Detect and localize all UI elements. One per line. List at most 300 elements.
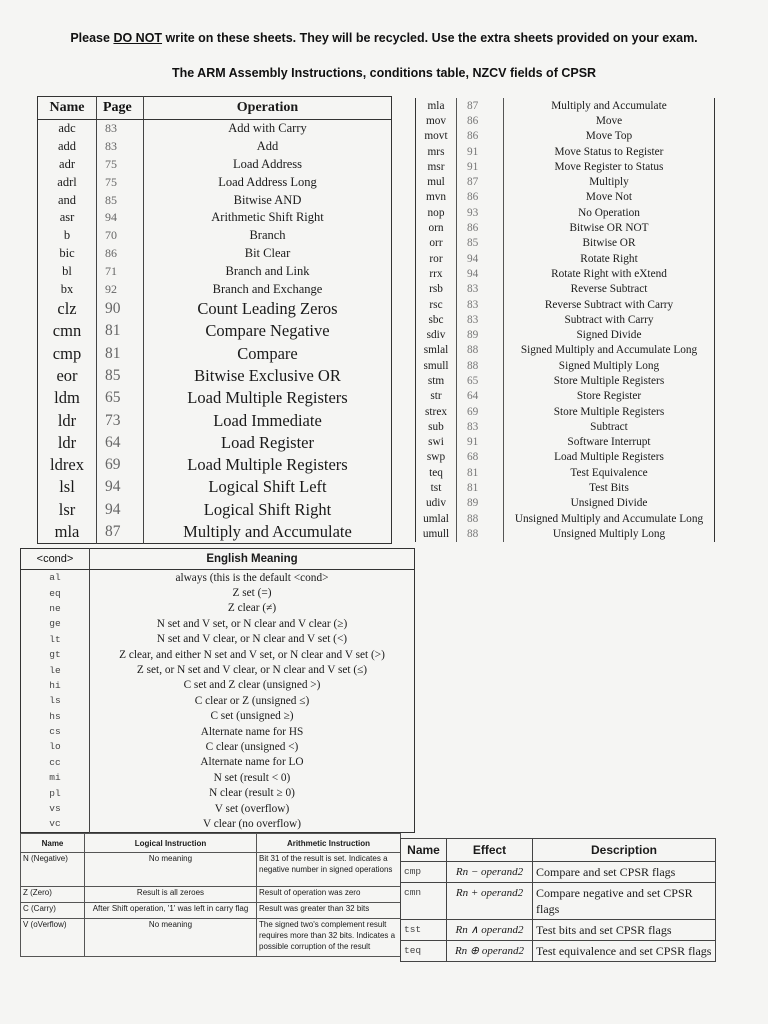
table-row	[416, 435, 715, 450]
condition-code: hs	[21, 709, 90, 724]
flag-name: N (Negative)	[21, 853, 85, 887]
instruction-operation: Branch	[249, 228, 286, 243]
condition-meaning: N set and V clear, or N clear and V set (<)	[156, 633, 348, 646]
instruction-operation: Move	[595, 114, 623, 127]
instruction-operation: Branch and Link	[225, 263, 310, 278]
instruction-operation: Bit Clear	[244, 245, 291, 260]
instruction-name: udiv	[416, 496, 457, 511]
instruction-page: 83	[457, 297, 504, 312]
instruction-page: 73	[97, 409, 144, 431]
table-row	[416, 480, 715, 495]
flag-name: V (oVerflow)	[21, 919, 85, 957]
table-row	[21, 616, 415, 631]
instruction-page: 65	[457, 373, 504, 388]
instruction-page: 64	[457, 389, 504, 404]
condition-table	[20, 548, 415, 833]
warning-notice	[0, 31, 768, 45]
instruction-page: 86	[457, 129, 504, 144]
col-header-name: Name	[38, 97, 97, 120]
warning-emphasis: DO NOT	[113, 31, 163, 45]
instruction-page: 86	[457, 113, 504, 128]
instruction-name: b	[38, 227, 97, 245]
instruction-page: 83	[457, 282, 504, 297]
condition-meaning: V clear (no overflow)	[203, 817, 301, 830]
instruction-page: 81	[97, 320, 144, 342]
condition-meaning: Alternate name for LO	[200, 756, 304, 769]
table-row	[416, 174, 715, 189]
table-row	[416, 465, 715, 480]
instruction-name: mrs	[416, 144, 457, 159]
table-row	[416, 327, 715, 342]
table-row	[21, 853, 401, 887]
compare-instruction-name: teq	[401, 941, 447, 962]
table-row	[38, 173, 392, 191]
condition-meaning: N set and V set, or N clear and V clear (≥)	[156, 617, 348, 630]
condition-code: cc	[21, 755, 90, 770]
instruction-operation: Bitwise Exclusive OR	[194, 366, 341, 385]
instruction-name: bx	[38, 280, 97, 298]
instruction-operation: Software Interrupt	[567, 436, 651, 449]
instruction-name: cmp	[38, 343, 97, 365]
instruction-page: 87	[457, 98, 504, 113]
instruction-page: 88	[457, 526, 504, 541]
condition-meaning: C set and Z clear (unsigned >)	[183, 679, 321, 692]
table-row	[416, 282, 715, 297]
instruction-name: msr	[416, 159, 457, 174]
instruction-operation: Bitwise OR NOT	[569, 222, 649, 235]
instruction-operation: Load Multiple Registers	[187, 455, 348, 475]
instruction-page: 92	[97, 280, 144, 298]
instruction-operation: Rotate Right	[580, 252, 638, 265]
instruction-name: mvn	[416, 190, 457, 205]
instruction-name: rrx	[416, 266, 457, 281]
instruction-name: ldr	[38, 432, 97, 454]
instruction-operation: Add	[256, 139, 279, 154]
compare-effect: Rn ∧ operand2	[447, 920, 533, 941]
table-row	[38, 280, 392, 298]
table-row	[416, 373, 715, 388]
instruction-name: cmn	[38, 320, 97, 342]
instruction-page: 90	[97, 298, 144, 320]
table-row	[416, 205, 715, 220]
condition-code: pl	[21, 785, 90, 800]
instruction-page: 86	[457, 220, 504, 235]
instruction-operation: Add with Carry	[228, 121, 307, 136]
instruction-operation: Bitwise AND	[233, 192, 302, 207]
instruction-operation: Store Multiple Registers	[553, 374, 665, 387]
table-row	[21, 632, 415, 647]
instruction-page: 94	[97, 209, 144, 227]
instruction-operation: Unsigned Multiply and Accumulate Long	[514, 512, 704, 525]
instruction-name: smlal	[416, 343, 457, 358]
instruction-operation: No Operation	[578, 206, 640, 219]
table-row	[21, 709, 415, 724]
instruction-operation: Rotate Right with eXtend	[551, 267, 667, 280]
instruction-name: strex	[416, 404, 457, 419]
instruction-page: 81	[457, 465, 504, 480]
compare-instruction-name: cmn	[401, 883, 447, 920]
table-row	[416, 190, 715, 205]
instruction-page: 83	[457, 419, 504, 434]
table-row	[21, 770, 415, 785]
instruction-name: str	[416, 389, 457, 404]
instruction-name: orr	[416, 236, 457, 251]
instruction-page: 91	[457, 435, 504, 450]
table-row	[416, 236, 715, 251]
instruction-page: 93	[457, 205, 504, 220]
instruction-operation: Count Leading Zeros	[197, 299, 338, 319]
condition-code: lt	[21, 632, 90, 647]
condition-meaning: C clear (unsigned <)	[205, 740, 299, 753]
table-row	[401, 883, 716, 920]
table-row	[38, 120, 392, 138]
instruction-name: umlal	[416, 511, 457, 526]
table-row	[21, 693, 415, 708]
instruction-operation: Reverse Subtract	[570, 283, 648, 296]
instruction-operation: Subtract	[590, 420, 628, 433]
instruction-page: 71	[97, 262, 144, 280]
table-row	[416, 98, 715, 113]
instruction-page: 94	[457, 251, 504, 266]
table-row	[21, 755, 415, 770]
table-row	[21, 816, 415, 832]
instruction-name: lsl	[38, 476, 97, 498]
instruction-page: 88	[457, 358, 504, 373]
instruction-name: umull	[416, 526, 457, 541]
condition-code: cs	[21, 724, 90, 739]
instruction-operation: Logical Shift Right	[203, 499, 332, 519]
instruction-name: sub	[416, 419, 457, 434]
instruction-name: bl	[38, 262, 97, 280]
table-row	[21, 903, 401, 919]
instruction-name: orn	[416, 220, 457, 235]
condition-code: gt	[21, 647, 90, 662]
instruction-name: nop	[416, 205, 457, 220]
instruction-page: 94	[457, 266, 504, 281]
instruction-name: adr	[38, 156, 97, 174]
instruction-operation: Load Immediate	[213, 410, 322, 430]
instruction-name: sbc	[416, 312, 457, 327]
instruction-name: stm	[416, 373, 457, 388]
table-row	[38, 245, 392, 263]
instruction-table-right	[415, 98, 715, 542]
table-row	[21, 601, 415, 616]
table-row	[416, 343, 715, 358]
flag-logical-meaning: After Shift operation, '1' was left in carry flag	[85, 903, 257, 919]
instruction-page: 83	[457, 312, 504, 327]
col-header-cond: <cond>	[21, 549, 90, 570]
instruction-operation: Test Bits	[589, 482, 629, 495]
condition-code: le	[21, 662, 90, 677]
compare-effect: Rn + operand2	[447, 883, 533, 920]
col-header-page: Page	[97, 97, 144, 120]
compare-instructions-table	[400, 838, 716, 962]
instruction-name: ror	[416, 251, 457, 266]
col-header-arithmetic: Arithmetic Instruction	[257, 834, 401, 853]
instruction-operation: Reverse Subtract with Carry	[544, 298, 674, 311]
instruction-page: 86	[457, 190, 504, 205]
instruction-page: 94	[97, 499, 144, 521]
condition-meaning: C clear or Z (unsigned ≤)	[194, 694, 310, 707]
instruction-name: ldm	[38, 387, 97, 409]
instruction-operation: Subtract with Carry	[564, 313, 654, 326]
instruction-operation: Signed Multiply and Accumulate Long	[520, 344, 698, 357]
flag-name: Z (Zero)	[21, 887, 85, 903]
instruction-page: 83	[97, 138, 144, 156]
table-row	[38, 320, 392, 342]
table-row	[416, 220, 715, 235]
instruction-operation: Unsigned Multiply Long	[552, 527, 666, 540]
table-row	[21, 647, 415, 662]
table-row	[416, 159, 715, 174]
compare-description: Test equivalence and set CPSR flags	[533, 941, 716, 962]
table-row	[416, 297, 715, 312]
table-row	[416, 266, 715, 281]
instruction-page: 87	[97, 521, 144, 544]
instruction-page: 68	[457, 450, 504, 465]
compare-instruction-name: tst	[401, 920, 447, 941]
instruction-operation: Branch and Exchange	[212, 281, 323, 296]
instruction-page: 87	[457, 174, 504, 189]
compare-effect: Rn ⊕ operand2	[447, 941, 533, 962]
table-row	[21, 724, 415, 739]
compare-effect: Rn − operand2	[447, 862, 533, 883]
instruction-page: 86	[97, 245, 144, 263]
table-row	[21, 801, 415, 816]
instruction-operation: Logical Shift Left	[208, 477, 327, 497]
instruction-page: 89	[457, 496, 504, 511]
instruction-operation: Multiply and Accumulate	[551, 99, 667, 112]
instruction-operation: Compare Negative	[205, 321, 330, 341]
condition-meaning: Z clear, and either N set and V set, or N clear and V set (>)	[119, 648, 385, 661]
instruction-name: sdiv	[416, 327, 457, 342]
table-row	[38, 521, 392, 544]
flag-arithmetic-meaning: Bit 31 of the result is set. Indicates a negative number in signed operations	[257, 853, 401, 887]
table-row	[38, 499, 392, 521]
flag-arithmetic-meaning: The signed two's complement result requires more than 32 bits. Indicates a possible corruption of the result	[257, 919, 401, 957]
table-row	[416, 404, 715, 419]
table-row	[38, 476, 392, 498]
instruction-name: smull	[416, 358, 457, 373]
condition-code: hi	[21, 678, 90, 693]
table-row	[38, 454, 392, 476]
table-row	[21, 678, 415, 693]
condition-code: al	[21, 570, 90, 586]
instruction-operation: Move Status to Register	[554, 145, 664, 158]
col-header-cmp-name: Name	[401, 839, 447, 862]
table-row	[38, 191, 392, 209]
instruction-operation: Move Register to Status	[554, 160, 664, 173]
table-row	[401, 941, 716, 962]
instruction-page: 65	[97, 387, 144, 409]
instruction-operation: Load Multiple Registers	[554, 451, 664, 464]
instruction-name: asr	[38, 209, 97, 227]
col-header-effect: Effect	[447, 839, 533, 862]
instruction-page: 75	[97, 156, 144, 174]
condition-code: ls	[21, 693, 90, 708]
instruction-name: mul	[416, 174, 457, 189]
col-header-flag-name: Name	[21, 834, 85, 853]
instruction-name: teq	[416, 465, 457, 480]
instruction-name: clz	[38, 298, 97, 320]
table-row	[21, 887, 401, 903]
instruction-operation: Store Multiple Registers	[553, 405, 665, 418]
instruction-page: 94	[97, 476, 144, 498]
instruction-name: ldrex	[38, 454, 97, 476]
instruction-operation: Unsigned Divide	[570, 497, 648, 510]
table-row	[416, 144, 715, 159]
instruction-operation: Multiply and Accumulate	[183, 522, 352, 542]
instruction-operation: Test Equivalence	[570, 466, 648, 479]
instruction-operation: Load Register	[220, 432, 314, 452]
col-header-operation: Operation	[144, 97, 392, 120]
table-row	[38, 156, 392, 174]
col-header-logical: Logical Instruction	[85, 834, 257, 853]
instruction-name: mla	[38, 521, 97, 544]
instruction-operation: Bitwise OR	[582, 237, 636, 250]
table-row	[416, 511, 715, 526]
instruction-page: 85	[457, 236, 504, 251]
instruction-name: mla	[416, 98, 457, 113]
instruction-page: 70	[97, 227, 144, 245]
instruction-operation: Load Address	[232, 156, 303, 171]
table-row	[416, 129, 715, 144]
instruction-operation: Compare	[237, 343, 298, 363]
table-row	[21, 662, 415, 677]
table-row	[416, 251, 715, 266]
table-row	[401, 862, 716, 883]
instruction-page: 88	[457, 511, 504, 526]
table-row	[21, 570, 415, 586]
condition-meaning: Z set (=)	[232, 587, 272, 600]
table-row	[38, 409, 392, 431]
condition-code: ge	[21, 616, 90, 631]
condition-code: vc	[21, 816, 90, 832]
table-row	[38, 432, 392, 454]
condition-code: ne	[21, 601, 90, 616]
instruction-name: movt	[416, 129, 457, 144]
instruction-name: rsb	[416, 282, 457, 297]
instruction-name: adrl	[38, 173, 97, 191]
table-row	[21, 919, 401, 957]
table-row	[416, 358, 715, 373]
instruction-page: 85	[97, 365, 144, 387]
compare-description: Compare and set CPSR flags	[533, 862, 716, 883]
compare-description: Compare negative and set CPSR flags	[533, 883, 716, 920]
instruction-operation: Move Top	[585, 130, 633, 143]
table-row	[401, 920, 716, 941]
instruction-page: 75	[97, 173, 144, 191]
instruction-page: 64	[97, 432, 144, 454]
condition-meaning: C set (unsigned ≥)	[210, 710, 294, 723]
condition-meaning: N clear (result ≥ 0)	[209, 787, 295, 800]
warning-text-start: Please	[70, 31, 114, 45]
instruction-name: add	[38, 138, 97, 156]
table-row	[38, 209, 392, 227]
condition-code: eq	[21, 585, 90, 600]
instruction-page: 88	[457, 343, 504, 358]
instruction-page: 81	[97, 343, 144, 365]
instruction-page: 91	[457, 159, 504, 174]
col-header-description: Description	[533, 839, 716, 862]
table-row	[38, 343, 392, 365]
table-row	[416, 113, 715, 128]
instruction-name: ldr	[38, 409, 97, 431]
instruction-page: 89	[457, 327, 504, 342]
flag-arithmetic-meaning: Result of operation was zero	[257, 887, 401, 903]
instruction-name: eor	[38, 365, 97, 387]
condition-code: lo	[21, 739, 90, 754]
instruction-name: tst	[416, 480, 457, 495]
instruction-operation: Arithmetic Shift Right	[211, 210, 324, 225]
instruction-page: 81	[457, 480, 504, 495]
table-row	[416, 450, 715, 465]
condition-meaning: N set (result < 0)	[213, 771, 291, 784]
instruction-page: 91	[457, 144, 504, 159]
instruction-name: swi	[416, 435, 457, 450]
compare-description: Test bits and set CPSR flags	[533, 920, 716, 941]
flag-arithmetic-meaning: Result was greater than 32 bits	[257, 903, 401, 919]
instruction-operation: Move Not	[585, 191, 633, 204]
instruction-name: bic	[38, 245, 97, 263]
instruction-name: swp	[416, 450, 457, 465]
condition-code: mi	[21, 770, 90, 785]
flag-logical-meaning: No meaning	[85, 919, 257, 957]
instruction-operation: Load Multiple Registers	[187, 388, 348, 408]
table-row	[416, 496, 715, 511]
instruction-name: lsr	[38, 499, 97, 521]
table-row	[21, 739, 415, 754]
table-row	[38, 138, 392, 156]
condition-code: vs	[21, 801, 90, 816]
instruction-operation: Multiply	[589, 176, 629, 189]
instruction-name: rsc	[416, 297, 457, 312]
instruction-operation: Store Register	[576, 390, 642, 403]
table-row	[416, 526, 715, 541]
instruction-page: 69	[97, 454, 144, 476]
instruction-operation: Load Address Long	[218, 174, 317, 189]
instruction-page: 83	[97, 120, 144, 138]
instruction-operation: Signed Multiply Long	[558, 359, 660, 372]
table-row	[38, 365, 392, 387]
instruction-page: 69	[457, 404, 504, 419]
instruction-name: and	[38, 191, 97, 209]
table-row	[38, 298, 392, 320]
condition-meaning: Z set, or N set and V clear, or N clear and V set (≤)	[136, 664, 368, 677]
condition-meaning: V set (overflow)	[214, 802, 290, 815]
condition-meaning: Z clear (≠)	[227, 602, 277, 615]
instruction-name: adc	[38, 120, 97, 138]
flag-name: C (Carry)	[21, 903, 85, 919]
instruction-name: mov	[416, 113, 457, 128]
instruction-page: 85	[97, 191, 144, 209]
condition-meaning: Alternate name for HS	[200, 725, 304, 738]
compare-instruction-name: cmp	[401, 862, 447, 883]
col-header-meaning: English Meaning	[90, 549, 415, 570]
sheet-title: The ARM Assembly Instructions, conditions table, NZCV fields of CPSR	[171, 66, 597, 80]
condition-meaning: always (this is the default <cond>	[175, 571, 329, 584]
table-row	[416, 419, 715, 434]
instruction-table-left	[37, 96, 392, 544]
nzcv-flags-table	[20, 833, 401, 957]
table-row	[416, 312, 715, 327]
flag-logical-meaning: Result is all zeroes	[85, 887, 257, 903]
warning-text-end: write on these sheets. They will be recycled. Use the extra sheets provided on your exam.	[162, 31, 698, 45]
table-row	[416, 389, 715, 404]
table-row	[21, 785, 415, 800]
table-row	[38, 227, 392, 245]
table-row	[38, 387, 392, 409]
